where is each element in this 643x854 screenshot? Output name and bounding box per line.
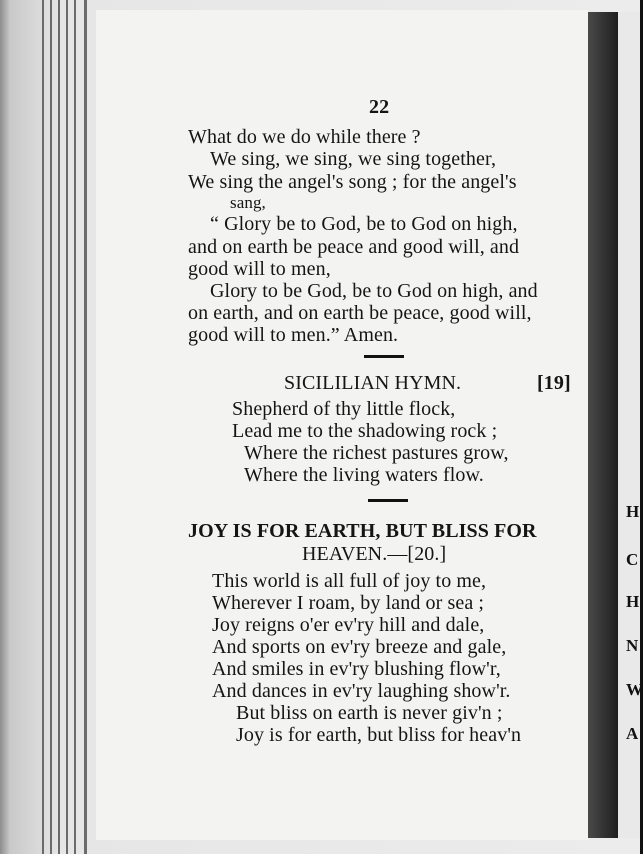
verse-line: “ Glory be to God, be to God on high,	[210, 213, 518, 235]
verse-line: Shepherd of thy little flock,	[232, 398, 456, 420]
hymn-title: JOY IS FOR EARTH, BUT BLISS FOR	[188, 520, 537, 542]
verse-line: Where the living waters flow.	[244, 464, 484, 486]
verse-line: Lead me to the shadowing rock ;	[232, 420, 498, 442]
page-number: 22	[369, 96, 390, 118]
page-edges-stack	[40, 0, 100, 854]
adjacent-letter: A	[626, 724, 639, 743]
section-divider	[364, 355, 404, 358]
verse-line: Joy reigns o'er ev'ry hill and dale,	[212, 614, 485, 636]
verse-line: We sing, we sing, we sing together,	[210, 148, 497, 170]
binding-gutter	[588, 12, 618, 838]
verse-line: And smiles in ev'ry blushing flow'r,	[212, 658, 501, 680]
verse-line: good will to men.” Amen.	[188, 324, 399, 346]
verse-line: And dances in ev'ry laughing show'r.	[212, 680, 511, 702]
verse-line: Where the richest pastures grow,	[244, 442, 509, 464]
verse-line: What do we do while there ?	[188, 126, 421, 148]
verse-line: Joy is for earth, but bliss for heav'n	[236, 724, 522, 746]
verse-line: sang,	[230, 193, 266, 212]
verse-line: and on earth be peace and good will, and	[188, 236, 520, 258]
verse-line: on earth, and on earth be peace, good will,	[188, 302, 532, 324]
verse-line: And sports on ev'ry breeze and gale,	[212, 636, 507, 658]
adjacent-letter: H	[626, 592, 640, 611]
hymn-number: [19]	[537, 372, 571, 394]
verse-line: Wherever I roam, by land or sea ;	[212, 592, 485, 614]
hymn-title: SICILILIAN HYMN.	[284, 372, 462, 394]
hymn-title-continued: HEAVEN.—[20.]	[302, 543, 447, 565]
verse-line: We sing the angel's song ; for the angel's	[188, 171, 517, 193]
adjacent-letter: W	[626, 680, 643, 699]
verse-line: good will to men,	[188, 258, 331, 280]
adjacent-letter: H	[626, 502, 640, 521]
adjacent-page-edge	[618, 12, 643, 838]
section-divider	[368, 499, 408, 502]
verse-line: This world is all full of joy to me,	[212, 570, 487, 592]
verse-line: Glory to be God, be to God on high, and	[210, 280, 538, 302]
verse-line: But bliss on earth is never giv'n ;	[236, 702, 503, 724]
adjacent-letter: N	[626, 636, 639, 655]
adjacent-letter: C	[626, 550, 639, 569]
